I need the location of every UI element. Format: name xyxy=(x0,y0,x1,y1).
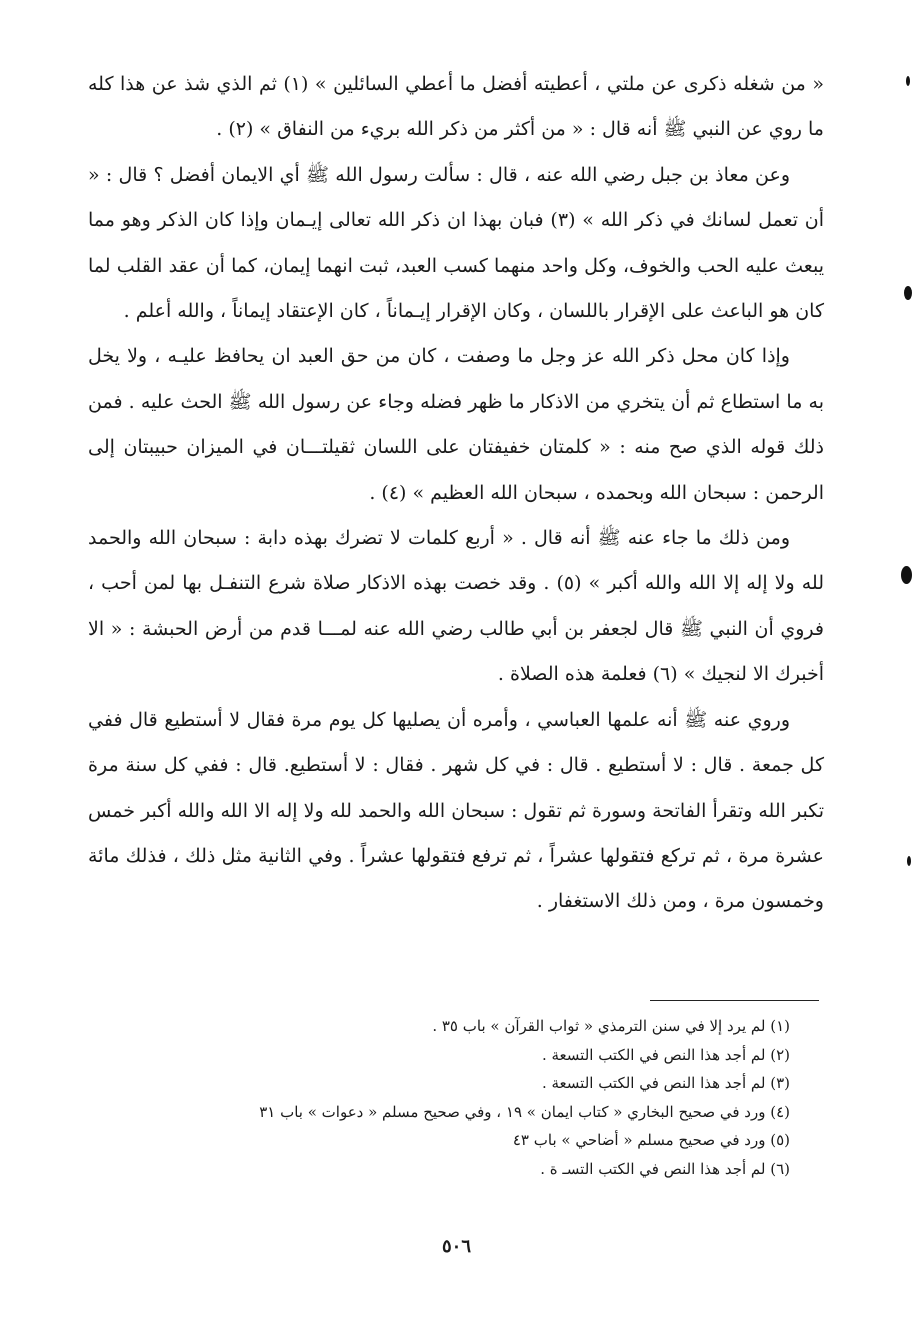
footnote-3: (٣) لم أجد هذا النص في الكتب التسعة . xyxy=(541,1074,790,1093)
paragraph-1: « من شغله ذكرى عن ملتي ، أعطيته أفضل ما أعطي السائلين » (١) ثم الذي شذ عن هذا كله ما روي عن النبي ﷺ أنه قال : « من أكثر من ذكر الله بريء من النفاق » (٢) . xyxy=(88,73,824,141)
footnote-6: (٦) لم أجد هذا النص في الكتب التسـ ة . xyxy=(540,1159,790,1178)
footnotes xyxy=(100,1012,790,1184)
paragraph-5: وروي عنه ﷺ أنه علمها العباسي ، وأمره أن يصليها كل يوم مرة فقال لا أستطيع قال ففي كل جمعة . قال : لا أستطيع . قال : في كل شهر . فقال : لا أستطيع. قال : ففي كل سنة مرة تكبر الله وتقرأ الفاتحة وسورة ثم تقول : سبحان الله والحمد لله ولا إله الا الله والله أكبر خمس عشرة مرة ، ثم تركع فتقولها عشراً ، ثم ترفع فتقولها عشراً . وفي الثانية مثل ذلك ، فذلك مائة وخمسون مرة ، ومن ذلك الاستغفار . xyxy=(88,708,824,913)
margin-dot-4 xyxy=(907,856,911,866)
footnote-2: (٢) لم أجد هذا النص في الكتب التسعة . xyxy=(541,1045,790,1064)
paragraph-4: ومن ذلك ما جاء عنه ﷺ أنه قال . « أربع كلمات لا تضرك بهذه دابة : سبحان الله والحمد لله ولا إله إلا الله والله أكبر » (٥) . وقد خصت بهذه الاذكار صلاة شرع التنفـل بها لمن أحب ، فروي أن النبي ﷺ قال لجعفر بن أبي طالب رضي الله عنه لمـــا قدم من أرض الحبشة : « الا أخبرك الا لنجيك » (٦) فعلمة هذه الصلاة . xyxy=(88,527,825,686)
footnote-5: (٥) ورد في صحيح مسلم « أضاحي » باب ٤٣ xyxy=(512,1131,790,1150)
paragraph-3: وإذا كان محل ذكر الله عز وجل ما وصفت ، كان من حق العبد ان يحافظ عليـه ، ولا يخل به ما استطاع ثم أن يتخري من الاذكار ما ظهر فضله وجاء عن رسول الله ﷺ الحث عليه . فمن ذلك قوله الذي صح منه : « كلمتان خفيفتان على اللسان ثقيلتـــان في الميزان حبيبتان إلى الرحمن : سبحان الله وبحمده ، سبحان الله العظيم » (٤) . xyxy=(88,345,824,504)
paragraph-2: وعن معاذ بن جبل رضي الله عنه ، قال : سألت رسول الله ﷺ أي الايمان أفضل ؟ قال : « أن تعمل لسانك في ذكر الله » (٣) فبان بهذا ان ذكر الله تعالى إيـمان وإذا كان الذكر وهو مما يبعث عليه الحب والخوف، وكل واحد منهما كسب العبد، ثبت انهما إيمان، كما أن عقد القلب لما كان هو الباعث على الإقرار باللسان ، وكان الإقرار إيـماناً ، كان الإعتقاد إيماناً ، والله أعلم . xyxy=(88,163,825,323)
main-text xyxy=(88,62,824,925)
margin-dot-1 xyxy=(906,76,910,86)
page-number: ٥٠٦ xyxy=(441,1236,471,1257)
margin-dot-3 xyxy=(901,566,912,584)
margin-dot-2 xyxy=(904,286,912,300)
footnote-1: (١) لم يرد إلا في سنن الترمذي « ثواب القرآن » باب ٣٥ . xyxy=(432,1017,790,1035)
footnote-4: (٤) ورد في صحيح البخاري « كتاب ايمان » ١٩ ، وفي صحيح مسلم « دعوات » باب ٣١ xyxy=(259,1102,790,1121)
footnote-divider xyxy=(650,1000,819,1001)
